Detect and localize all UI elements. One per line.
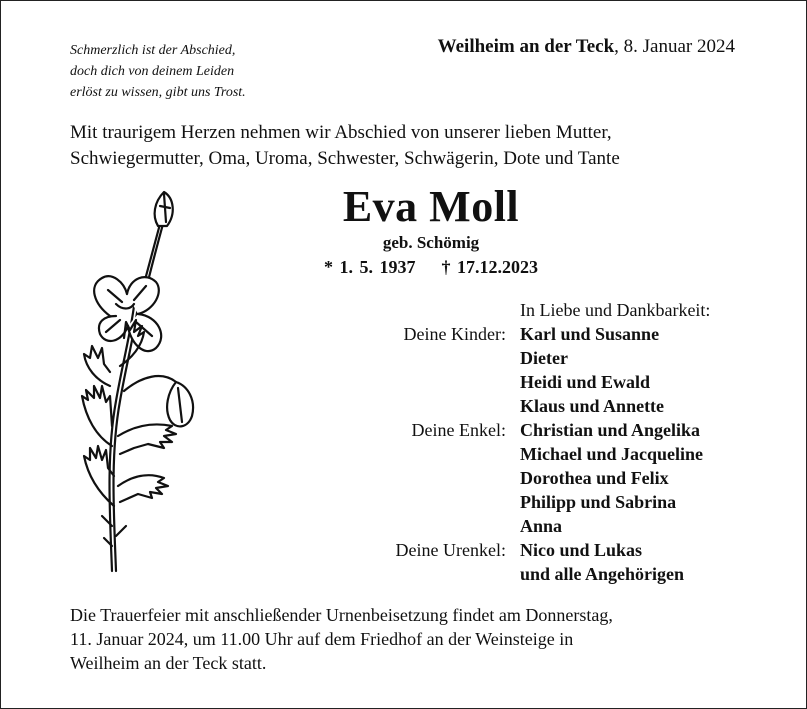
funeral-notice: [70, 603, 613, 675]
motto-line: doch dich von deinem Leiden: [70, 64, 235, 79]
born-name: geb. Schömig: [382, 233, 480, 252]
mourner-name: Karl und Susanne: [520, 324, 660, 344]
birth-date: * 1. 5. 1937: [324, 257, 416, 277]
group-label: Deine Urenkel:: [395, 540, 506, 560]
mourners-heading: In Liebe und Dankbarkeit:: [520, 300, 711, 320]
motto-line: Schmerzlich ist der Abschied,: [70, 43, 236, 58]
mourner-name: Nico und Lukas: [520, 540, 643, 560]
deceased-name: Eva Moll: [342, 182, 520, 231]
funeral-line: Weilheim an der Teck statt.: [70, 653, 267, 673]
mourner-name: Christian und Angelika: [520, 420, 701, 440]
intro-line: Mit traurigem Herzen nehmen wir Abschied von unserer lieben Mutter,: [70, 122, 612, 143]
mourner-name: Dorothea und Felix: [520, 468, 669, 488]
mourner-name: Dieter: [520, 348, 568, 368]
mourner-name: Anna: [520, 516, 563, 536]
mourner-name: Michael und Jacqueline: [520, 444, 704, 464]
place-date: , 8. Januar 2024: [614, 36, 735, 57]
place-and-date: [438, 36, 735, 58]
mourner-name: Philipp und Sabrina: [520, 492, 677, 512]
motto-verse: [70, 40, 246, 103]
place-city: Weilheim an der Teck: [437, 36, 615, 57]
mourner-name: Heidi und Ewald: [520, 372, 651, 392]
group-label: Deine Kinder:: [403, 324, 506, 344]
group-label: Deine Enkel:: [411, 420, 506, 440]
funeral-line: Die Trauerfeier mit anschließender Urnenbeisetzung findet am Donnerstag,: [70, 605, 613, 625]
intro-line: Schwiegermutter, Oma, Uroma, Schwester, Schwägerin, Dote und Tante: [70, 148, 620, 169]
motto-line: erlöst zu wissen, gibt uns Trost.: [70, 85, 246, 100]
funeral-line: 11. Januar 2024, um 11.00 Uhr auf dem Friedhof an der Weinsteige in: [70, 629, 574, 649]
poppy-flower-icon: [72, 186, 208, 576]
mourner-name: Klaus und Annette: [520, 396, 665, 416]
death-date: † 17.12.2023: [441, 257, 538, 277]
intro-text: [70, 120, 620, 172]
mourner-name: und alle Angehörigen: [520, 564, 685, 584]
